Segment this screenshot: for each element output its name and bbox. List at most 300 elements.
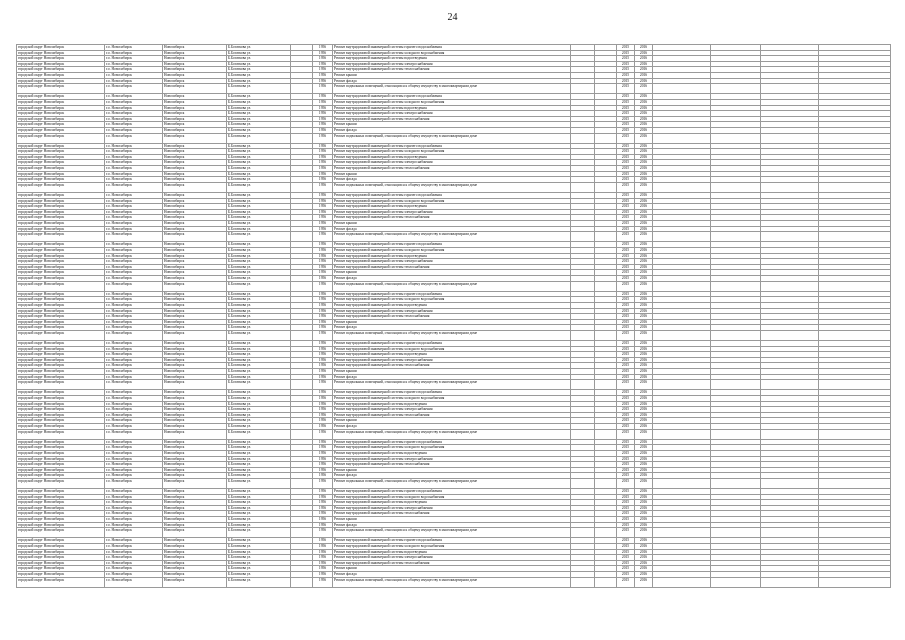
cell-year-from: 2015 xyxy=(617,221,635,227)
cell-district: городской округ Новосибирск xyxy=(17,560,105,566)
cell-cost-a xyxy=(711,380,761,390)
cell-year-to: 2016 xyxy=(635,105,653,111)
cell-year: 1956 xyxy=(313,374,333,380)
cell-street: Б.Богаткова ул. xyxy=(227,500,291,506)
cell-work: Ремонт внутридомовой инженерной системы горячего водоснабжения xyxy=(333,291,571,297)
cell-street: Б.Богаткова ул. xyxy=(227,45,291,51)
cell-street: Б.Богаткова ул. xyxy=(227,247,291,253)
cell-year-from: 2015 xyxy=(617,209,635,215)
cell-year-to: 2016 xyxy=(635,264,653,270)
cell-year-to: 2016 xyxy=(635,127,653,133)
cell-year-to: 2016 xyxy=(635,133,653,143)
cell-locality: г.о. Новосибирск xyxy=(105,325,163,331)
cell-locality: г.о. Новосибирск xyxy=(105,308,163,314)
cell-year-to: 2016 xyxy=(635,160,653,166)
cell-year: 1956 xyxy=(313,143,333,149)
cell-district: городской округ Новосибирск xyxy=(17,291,105,297)
cell-street: Б.Богаткова ул. xyxy=(227,56,291,62)
cell-year-from: 2015 xyxy=(617,522,635,528)
cell-year-to: 2016 xyxy=(635,94,653,100)
cell-work: Ремонт фасада xyxy=(333,127,571,133)
cell-locality: г.о. Новосибирск xyxy=(105,242,163,248)
cell-street: Б.Богаткова ул. xyxy=(227,555,291,561)
cell-cost-b xyxy=(761,182,819,192)
cell-locality: г.о. Новосибирск xyxy=(105,401,163,407)
cell-district: городской округ Новосибирск xyxy=(17,363,105,369)
cell-work: Ремонт фасада xyxy=(333,325,571,331)
cell-district: городской округ Новосибирск xyxy=(17,478,105,488)
cell-district: городской округ Новосибирск xyxy=(17,166,105,172)
cell-year-from: 2015 xyxy=(617,78,635,84)
cell-quantity xyxy=(595,528,617,538)
cell-locality: г.о. Новосибирск xyxy=(105,549,163,555)
cell-year: 1956 xyxy=(313,253,333,259)
cell-year-from: 2015 xyxy=(617,226,635,232)
cell-work: Ремонт внутридомовой инженерной системы электроснабжения xyxy=(333,456,571,462)
cell-locality: г.о. Новосибирск xyxy=(105,166,163,172)
cell-year-to: 2016 xyxy=(635,143,653,149)
cell-locality: г.о. Новосибирск xyxy=(105,538,163,544)
cell-year-from: 2015 xyxy=(617,352,635,358)
cell-municipality: Новосибирск xyxy=(163,390,227,396)
cell-work: Ремонт внутридомовой инженерной системы теплоснабжения xyxy=(333,166,571,172)
cell-year: 1956 xyxy=(313,160,333,166)
cell-district: городской округ Новосибирск xyxy=(17,127,105,133)
cell-year-from: 2015 xyxy=(617,423,635,429)
cell-year-to: 2016 xyxy=(635,357,653,363)
cell-municipality: Новосибирск xyxy=(163,450,227,456)
cell-cost-total xyxy=(653,281,711,291)
cell-municipality: Новосибирск xyxy=(163,84,227,94)
cell-year-from: 2015 xyxy=(617,566,635,572)
cell-cost-c xyxy=(819,182,891,192)
cell-work: Ремонт фасада xyxy=(333,177,571,183)
cell-quantity xyxy=(595,478,617,488)
cell-work: Ремонт внутридомовой инженерной системы холодного водоснабжения xyxy=(333,297,571,303)
cell-municipality: Новосибирск xyxy=(163,198,227,204)
cell-municipality: Новосибирск xyxy=(163,407,227,413)
cell-cost-b xyxy=(761,330,819,340)
cell-work: Ремонт внутридомовой инженерной системы горячего водоснабжения xyxy=(333,538,571,544)
cell-work: Ремонт внутридомовой инженерной системы электроснабжения xyxy=(333,160,571,166)
cell-year-from: 2015 xyxy=(617,357,635,363)
cell-municipality: Новосибирск xyxy=(163,221,227,227)
cell-year-from: 2015 xyxy=(617,363,635,369)
cell-street: Б.Богаткова ул. xyxy=(227,450,291,456)
cell-year: 1956 xyxy=(313,99,333,105)
cell-year-to: 2016 xyxy=(635,572,653,578)
cell-year-to: 2016 xyxy=(635,418,653,424)
cell-district: городской округ Новосибирск xyxy=(17,45,105,51)
cell-year-from: 2015 xyxy=(617,517,635,523)
cell-house xyxy=(291,478,313,488)
cell-year-to: 2016 xyxy=(635,439,653,445)
cell-year: 1956 xyxy=(313,544,333,550)
cell-municipality: Новосибирск xyxy=(163,308,227,314)
cell-year-from: 2015 xyxy=(617,105,635,111)
cell-locality: г.о. Новосибирск xyxy=(105,177,163,183)
cell-year-from: 2015 xyxy=(617,116,635,122)
cell-work: Ремонт внутридомовой инженерной системы холодного водоснабжения xyxy=(333,50,571,56)
cell-year: 1956 xyxy=(313,555,333,561)
cell-municipality: Новосибирск xyxy=(163,325,227,331)
cell-cost-total xyxy=(653,380,711,390)
cell-street: Б.Богаткова ул. xyxy=(227,314,291,320)
cell-year-to: 2016 xyxy=(635,325,653,331)
cell-district: городской округ Новосибирск xyxy=(17,72,105,78)
cell-municipality: Новосибирск xyxy=(163,418,227,424)
cell-district: городской округ Новосибирск xyxy=(17,528,105,538)
cell-street: Б.Богаткова ул. xyxy=(227,281,291,291)
cell-year-from: 2015 xyxy=(617,572,635,578)
cell-cost-c xyxy=(819,577,891,587)
cell-cost-c xyxy=(819,528,891,538)
cell-year: 1956 xyxy=(313,78,333,84)
cell-year-from: 2015 xyxy=(617,94,635,100)
cell-district: городской округ Новосибирск xyxy=(17,215,105,221)
cell-district: городской округ Новосибирск xyxy=(17,105,105,111)
cell-cost-a xyxy=(711,577,761,587)
cell-street: Б.Богаткова ул. xyxy=(227,429,291,439)
cell-year-to: 2016 xyxy=(635,352,653,358)
cell-district: городской округ Новосибирск xyxy=(17,505,105,511)
table-row xyxy=(17,577,891,587)
cell-work: Ремонт внутридомовой инженерной системы теплоснабжения xyxy=(333,560,571,566)
cell-year: 1956 xyxy=(313,94,333,100)
cell-locality: г.о. Новосибирск xyxy=(105,429,163,439)
cell-locality: г.о. Новосибирск xyxy=(105,528,163,538)
cell-unit xyxy=(571,182,595,192)
cell-municipality: Новосибирск xyxy=(163,467,227,473)
cell-street: Б.Богаткова ул. xyxy=(227,232,291,242)
cell-year-from: 2015 xyxy=(617,511,635,517)
cell-year-to: 2016 xyxy=(635,473,653,479)
cell-year-from: 2015 xyxy=(617,193,635,199)
cell-locality: г.о. Новосибирск xyxy=(105,297,163,303)
cell-year: 1956 xyxy=(313,500,333,506)
cell-year-from: 2015 xyxy=(617,111,635,117)
cell-year-from: 2015 xyxy=(617,171,635,177)
cell-year-to: 2016 xyxy=(635,401,653,407)
cell-locality: г.о. Новосибирск xyxy=(105,291,163,297)
cell-year: 1956 xyxy=(313,314,333,320)
cell-year: 1956 xyxy=(313,133,333,143)
cell-year-to: 2016 xyxy=(635,193,653,199)
cell-municipality: Новосибирск xyxy=(163,45,227,51)
cell-locality: г.о. Новосибирск xyxy=(105,193,163,199)
cell-year: 1956 xyxy=(313,149,333,155)
cell-locality: г.о. Новосибирск xyxy=(105,505,163,511)
cell-municipality: Новосибирск xyxy=(163,94,227,100)
cell-work: Ремонт внутридомовой инженерной системы электроснабжения xyxy=(333,61,571,67)
cell-district: городской округ Новосибирск xyxy=(17,555,105,561)
cell-work: Ремонт внутридомовой инженерной системы холодного водоснабжения xyxy=(333,544,571,550)
cell-street: Б.Богаткова ул. xyxy=(227,494,291,500)
cell-work: Ремонт внутридомовой инженерной системы горячего водоснабжения xyxy=(333,94,571,100)
cell-year: 1956 xyxy=(313,577,333,587)
cell-year-from: 2015 xyxy=(617,182,635,192)
cell-municipality: Новосибирск xyxy=(163,549,227,555)
cell-work: Ремонт подвальных помещений, относящихся к общему имуществу в многоквартирном доме xyxy=(333,232,571,242)
cell-municipality: Новосибирск xyxy=(163,281,227,291)
cell-municipality: Новосибирск xyxy=(163,204,227,210)
cell-locality: г.о. Новосибирск xyxy=(105,198,163,204)
cell-cost-c xyxy=(819,281,891,291)
cell-work: Ремонт внутридомовой инженерной системы электроснабжения xyxy=(333,407,571,413)
cell-year-to: 2016 xyxy=(635,171,653,177)
cell-cost-total xyxy=(653,577,711,587)
cell-district: городской округ Новосибирск xyxy=(17,380,105,390)
cell-district: городской округ Новосибирск xyxy=(17,247,105,253)
cell-locality: г.о. Новосибирск xyxy=(105,67,163,73)
cell-street: Б.Богаткова ул. xyxy=(227,560,291,566)
cell-year-from: 2015 xyxy=(617,275,635,281)
cell-municipality: Новосибирск xyxy=(163,500,227,506)
cell-year: 1956 xyxy=(313,232,333,242)
cell-cost-total xyxy=(653,133,711,143)
cell-work: Ремонт крыши xyxy=(333,467,571,473)
cell-work: Ремонт крыши xyxy=(333,566,571,572)
cell-year-to: 2016 xyxy=(635,259,653,265)
cell-district: городской округ Новосибирск xyxy=(17,198,105,204)
cell-cost-a xyxy=(711,478,761,488)
cell-year-to: 2016 xyxy=(635,390,653,396)
cell-cost-c xyxy=(819,330,891,340)
cell-locality: г.о. Новосибирск xyxy=(105,467,163,473)
cell-street: Б.Богаткова ул. xyxy=(227,111,291,117)
cell-municipality: Новосибирск xyxy=(163,566,227,572)
cell-year-to: 2016 xyxy=(635,291,653,297)
cell-street: Б.Богаткова ул. xyxy=(227,84,291,94)
cell-year: 1956 xyxy=(313,489,333,495)
cell-locality: г.о. Новосибирск xyxy=(105,247,163,253)
cell-street: Б.Богаткова ул. xyxy=(227,209,291,215)
cell-street: Б.Богаткова ул. xyxy=(227,380,291,390)
cell-year-from: 2015 xyxy=(617,154,635,160)
cell-cost-a xyxy=(711,84,761,94)
cell-municipality: Новосибирск xyxy=(163,330,227,340)
cell-district: городской округ Новосибирск xyxy=(17,297,105,303)
cell-year-to: 2016 xyxy=(635,412,653,418)
cell-year: 1956 xyxy=(313,369,333,375)
cell-cost-b xyxy=(761,528,819,538)
table-row xyxy=(17,429,891,439)
cell-year-to: 2016 xyxy=(635,363,653,369)
cell-street: Б.Богаткова ул. xyxy=(227,242,291,248)
cell-locality: г.о. Новосибирск xyxy=(105,116,163,122)
cell-district: городской округ Новосибирск xyxy=(17,369,105,375)
cell-district: городской округ Новосибирск xyxy=(17,264,105,270)
cell-work: Ремонт внутридомовой инженерной системы теплоснабжения xyxy=(333,462,571,468)
cell-year-from: 2015 xyxy=(617,439,635,445)
cell-district: городской округ Новосибирск xyxy=(17,232,105,242)
cell-year-to: 2016 xyxy=(635,253,653,259)
cell-work: Ремонт внутридомовой инженерной системы горячего водоснабжения xyxy=(333,341,571,347)
cell-street: Б.Богаткова ул. xyxy=(227,198,291,204)
cell-locality: г.о. Новосибирск xyxy=(105,56,163,62)
cell-district: городской округ Новосибирск xyxy=(17,489,105,495)
cell-year-to: 2016 xyxy=(635,549,653,555)
cell-street: Б.Богаткова ул. xyxy=(227,94,291,100)
cell-street: Б.Богаткова ул. xyxy=(227,572,291,578)
cell-unit xyxy=(571,478,595,488)
cell-locality: г.о. Новосибирск xyxy=(105,127,163,133)
cell-street: Б.Богаткова ул. xyxy=(227,291,291,297)
cell-cost-b xyxy=(761,84,819,94)
cell-district: городской округ Новосибирск xyxy=(17,511,105,517)
cell-municipality: Новосибирск xyxy=(163,577,227,587)
table-row xyxy=(17,281,891,291)
cell-cost-c xyxy=(819,380,891,390)
table-row xyxy=(17,330,891,340)
cell-municipality: Новосибирск xyxy=(163,412,227,418)
cell-municipality: Новосибирск xyxy=(163,363,227,369)
cell-work: Ремонт внутридомовой инженерной системы водоотведения xyxy=(333,105,571,111)
cell-quantity xyxy=(595,330,617,340)
cell-locality: г.о. Новосибирск xyxy=(105,462,163,468)
cell-municipality: Новосибирск xyxy=(163,572,227,578)
cell-work: Ремонт внутридомовой инженерной системы холодного водоснабжения xyxy=(333,149,571,155)
cell-year-from: 2015 xyxy=(617,143,635,149)
cell-work: Ремонт внутридомовой инженерной системы водоотведения xyxy=(333,302,571,308)
cell-work: Ремонт внутридомовой инженерной системы холодного водоснабжения xyxy=(333,494,571,500)
cell-work: Ремонт внутридомовой инженерной системы теплоснабжения xyxy=(333,412,571,418)
cell-year: 1956 xyxy=(313,166,333,172)
cell-work: Ремонт внутридомовой инженерной системы водоотведения xyxy=(333,56,571,62)
cell-quantity xyxy=(595,182,617,192)
cell-work: Ремонт внутридомовой инженерной системы теплоснабжения xyxy=(333,264,571,270)
cell-year-to: 2016 xyxy=(635,566,653,572)
cell-year-from: 2015 xyxy=(617,505,635,511)
cell-street: Б.Богаткова ул. xyxy=(227,166,291,172)
cell-year-to: 2016 xyxy=(635,314,653,320)
cell-year: 1956 xyxy=(313,247,333,253)
cell-municipality: Новосибирск xyxy=(163,489,227,495)
cell-cost-c xyxy=(819,232,891,242)
cell-district: городской округ Новосибирск xyxy=(17,221,105,227)
cell-municipality: Новосибирск xyxy=(163,473,227,479)
cell-municipality: Новосибирск xyxy=(163,127,227,133)
cell-year-from: 2015 xyxy=(617,412,635,418)
cell-work: Ремонт внутридомовой инженерной системы электроснабжения xyxy=(333,357,571,363)
cell-street: Б.Богаткова ул. xyxy=(227,264,291,270)
cell-street: Б.Богаткова ул. xyxy=(227,456,291,462)
cell-cost-a xyxy=(711,429,761,439)
cell-district: городской округ Новосибирск xyxy=(17,517,105,523)
cell-house xyxy=(291,232,313,242)
cell-district: городской округ Новосибирск xyxy=(17,143,105,149)
cell-year-to: 2016 xyxy=(635,302,653,308)
cell-work: Ремонт фасада xyxy=(333,572,571,578)
cell-district: городской округ Новосибирск xyxy=(17,209,105,215)
cell-year: 1956 xyxy=(313,177,333,183)
cell-year: 1956 xyxy=(313,171,333,177)
cell-year-from: 2015 xyxy=(617,528,635,538)
cell-district: городской округ Новосибирск xyxy=(17,275,105,281)
cell-cost-total xyxy=(653,84,711,94)
table-row xyxy=(17,232,891,242)
cell-year-from: 2015 xyxy=(617,50,635,56)
cell-year-to: 2016 xyxy=(635,489,653,495)
cell-year-to: 2016 xyxy=(635,149,653,155)
cell-district: городской округ Новосибирск xyxy=(17,193,105,199)
cell-year-to: 2016 xyxy=(635,177,653,183)
cell-year-from: 2015 xyxy=(617,418,635,424)
cell-year: 1956 xyxy=(313,467,333,473)
cell-locality: г.о. Новосибирск xyxy=(105,319,163,325)
cell-work: Ремонт внутридомовой инженерной системы теплоснабжения xyxy=(333,363,571,369)
cell-street: Б.Богаткова ул. xyxy=(227,511,291,517)
cell-year-to: 2016 xyxy=(635,380,653,390)
cell-district: городской округ Новосибирск xyxy=(17,133,105,143)
cell-year: 1956 xyxy=(313,111,333,117)
cell-year-from: 2015 xyxy=(617,259,635,265)
cell-street: Б.Богаткова ул. xyxy=(227,204,291,210)
cell-municipality: Новосибирск xyxy=(163,264,227,270)
cell-year-from: 2015 xyxy=(617,204,635,210)
cell-municipality: Новосибирск xyxy=(163,247,227,253)
cell-municipality: Новосибирск xyxy=(163,522,227,528)
cell-street: Б.Богаткова ул. xyxy=(227,154,291,160)
cell-year-from: 2015 xyxy=(617,297,635,303)
cell-municipality: Новосибирск xyxy=(163,253,227,259)
cell-district: городской округ Новосибирск xyxy=(17,111,105,117)
cell-year: 1956 xyxy=(313,522,333,528)
cell-year-to: 2016 xyxy=(635,247,653,253)
cell-locality: г.о. Новосибирск xyxy=(105,133,163,143)
cell-municipality: Новосибирск xyxy=(163,494,227,500)
cell-street: Б.Богаткова ул. xyxy=(227,116,291,122)
cell-year: 1956 xyxy=(313,456,333,462)
cell-year-from: 2015 xyxy=(617,149,635,155)
cell-house xyxy=(291,528,313,538)
cell-municipality: Новосибирск xyxy=(163,401,227,407)
cell-work: Ремонт внутридомовой инженерной системы горячего водоснабжения xyxy=(333,439,571,445)
cell-unit xyxy=(571,281,595,291)
cell-year: 1956 xyxy=(313,61,333,67)
cell-street: Б.Богаткова ул. xyxy=(227,473,291,479)
cell-district: городской округ Новосибирск xyxy=(17,314,105,320)
cell-year-from: 2015 xyxy=(617,450,635,456)
cell-work: Ремонт внутридомовой инженерной системы водоотведения xyxy=(333,500,571,506)
cell-year-from: 2015 xyxy=(617,247,635,253)
cell-year: 1956 xyxy=(313,549,333,555)
cell-house xyxy=(291,182,313,192)
cell-year-to: 2016 xyxy=(635,182,653,192)
cell-year-from: 2015 xyxy=(617,445,635,451)
cell-year: 1956 xyxy=(313,127,333,133)
cell-unit xyxy=(571,528,595,538)
cell-year-from: 2015 xyxy=(617,215,635,221)
cell-cost-total xyxy=(653,478,711,488)
cell-locality: г.о. Новосибирск xyxy=(105,566,163,572)
cell-unit xyxy=(571,232,595,242)
cell-year-from: 2015 xyxy=(617,99,635,105)
cell-year: 1956 xyxy=(313,72,333,78)
cell-year: 1956 xyxy=(313,390,333,396)
cell-locality: г.о. Новосибирск xyxy=(105,253,163,259)
cell-district: городской округ Новосибирск xyxy=(17,182,105,192)
cell-municipality: Новосибирск xyxy=(163,166,227,172)
cell-year: 1956 xyxy=(313,363,333,369)
cell-year: 1956 xyxy=(313,105,333,111)
cell-year-to: 2016 xyxy=(635,154,653,160)
cell-work: Ремонт внутридомовой инженерной системы электроснабжения xyxy=(333,259,571,265)
cell-year-from: 2015 xyxy=(617,429,635,439)
cell-municipality: Новосибирск xyxy=(163,538,227,544)
cell-year-to: 2016 xyxy=(635,84,653,94)
cell-work: Ремонт фасада xyxy=(333,473,571,479)
